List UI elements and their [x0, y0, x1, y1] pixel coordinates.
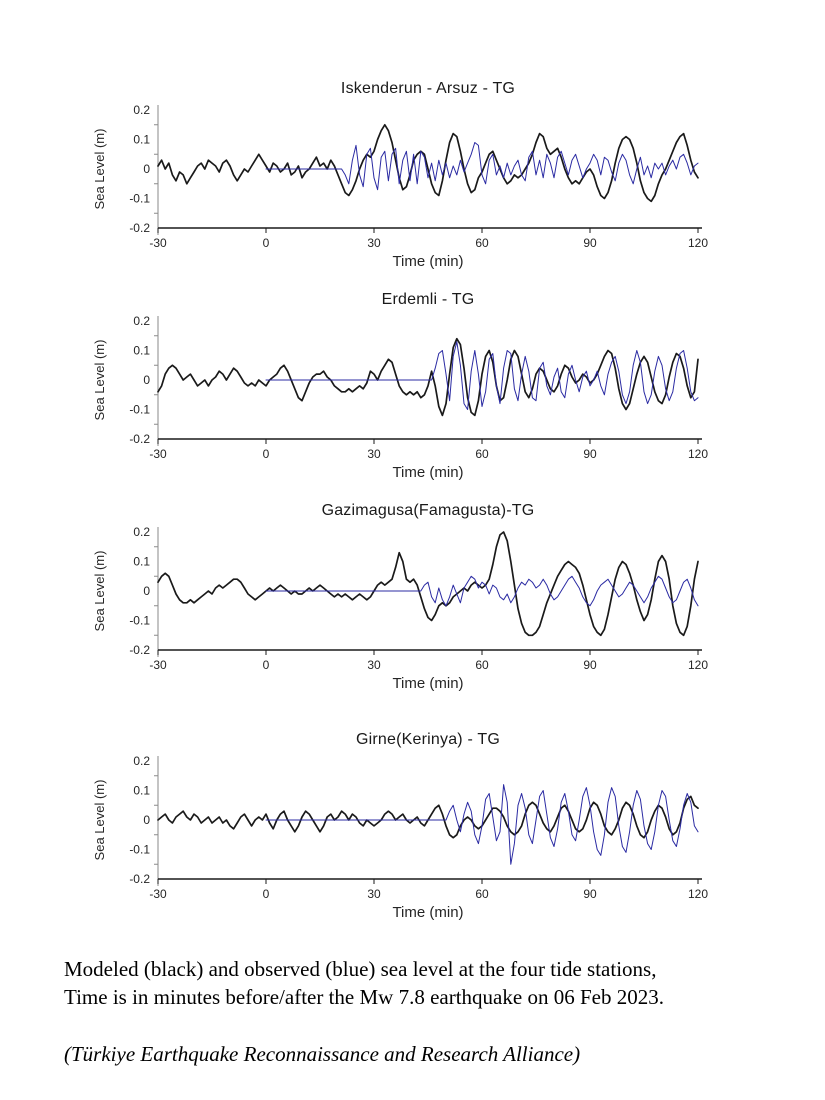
chart-canvas-girne [88, 725, 825, 930]
svg-text:90: 90 [583, 447, 597, 461]
svg-text:0.2: 0.2 [133, 754, 150, 768]
svg-text:30: 30 [367, 447, 381, 461]
svg-text:0.2: 0.2 [133, 103, 150, 117]
svg-text:90: 90 [583, 887, 597, 901]
svg-text:0.2: 0.2 [133, 525, 150, 539]
svg-text:120: 120 [687, 658, 709, 672]
svg-text:120: 120 [687, 236, 709, 250]
svg-text:0: 0 [262, 887, 270, 901]
chart-canvas-gazimagusa [88, 496, 825, 701]
caption-line-1: Modeled (black) and observed (blue) sea level at the four tide stations, [64, 957, 657, 981]
svg-text:0: 0 [143, 373, 150, 387]
svg-text:Time (min): Time (min) [392, 675, 464, 692]
svg-text:120: 120 [687, 447, 709, 461]
svg-text:30: 30 [367, 887, 381, 901]
chart-canvas-erdemli [88, 285, 825, 490]
svg-text:60: 60 [475, 447, 489, 461]
svg-text:90: 90 [583, 236, 597, 250]
chart-erdemli [88, 285, 825, 490]
svg-text:-0.2: -0.2 [129, 643, 150, 657]
svg-text:60: 60 [475, 236, 489, 250]
svg-text:-0.2: -0.2 [129, 221, 150, 235]
svg-text:-30: -30 [149, 658, 167, 672]
chart-title-gazimagusa: Gazimagusa(Famagusta)-TG [321, 502, 535, 519]
svg-text:60: 60 [475, 887, 489, 901]
svg-text:0.2: 0.2 [133, 314, 150, 328]
svg-text:0.1: 0.1 [133, 554, 150, 569]
svg-text:0: 0 [262, 658, 270, 672]
svg-text:-0.1: -0.1 [129, 613, 150, 628]
figure-caption [64, 956, 774, 1012]
svg-text:0: 0 [262, 236, 270, 250]
svg-text:120: 120 [687, 887, 709, 901]
svg-text:-0.1: -0.1 [129, 191, 150, 206]
svg-text:0.1: 0.1 [133, 783, 150, 798]
svg-text:Time (min): Time (min) [392, 904, 464, 921]
svg-text:-30: -30 [149, 236, 167, 250]
chart-title-erdemli: Erdemli - TG [381, 291, 475, 308]
svg-text:-0.1: -0.1 [129, 842, 150, 857]
svg-text:60: 60 [475, 658, 489, 672]
svg-text:0: 0 [143, 584, 150, 598]
chart-title-iskenderun: Iskenderun - Arsuz - TG [340, 80, 516, 97]
chart-title-girne: Girne(Kerinya) - TG [356, 731, 500, 748]
svg-text:0.1: 0.1 [133, 132, 150, 147]
svg-text:Time (min): Time (min) [392, 253, 464, 270]
svg-text:30: 30 [367, 236, 381, 250]
svg-text:-30: -30 [149, 887, 167, 901]
attribution-line: (Türkiye Earthquake Reconnaissance and Research Alliance) [64, 1041, 581, 1066]
svg-text:0: 0 [143, 813, 150, 827]
svg-text:-0.2: -0.2 [129, 872, 150, 886]
svg-text:Sea Level (m): Sea Level (m) [92, 779, 107, 861]
svg-text:0.1: 0.1 [133, 343, 150, 358]
svg-text:30: 30 [367, 658, 381, 672]
svg-text:Sea Level (m): Sea Level (m) [92, 339, 107, 421]
svg-text:90: 90 [583, 658, 597, 672]
svg-text:Sea Level (m): Sea Level (m) [92, 128, 107, 210]
svg-text:-0.1: -0.1 [129, 402, 150, 417]
caption-line-2: Time is in minutes before/after the Mw 7.8 earthquake on 06 Feb 2023. [64, 984, 664, 1009]
svg-text:0: 0 [262, 447, 270, 461]
svg-text:Sea Level (m): Sea Level (m) [92, 550, 107, 632]
chart-girne [88, 725, 825, 930]
chart-canvas-iskenderun [88, 74, 825, 279]
svg-text:-0.2: -0.2 [129, 432, 150, 446]
svg-text:0: 0 [143, 162, 150, 176]
chart-gazimagusa [88, 496, 825, 701]
chart-iskenderun-arsuz [88, 74, 825, 279]
svg-text:-30: -30 [149, 447, 167, 461]
svg-text:Time (min): Time (min) [392, 464, 464, 481]
